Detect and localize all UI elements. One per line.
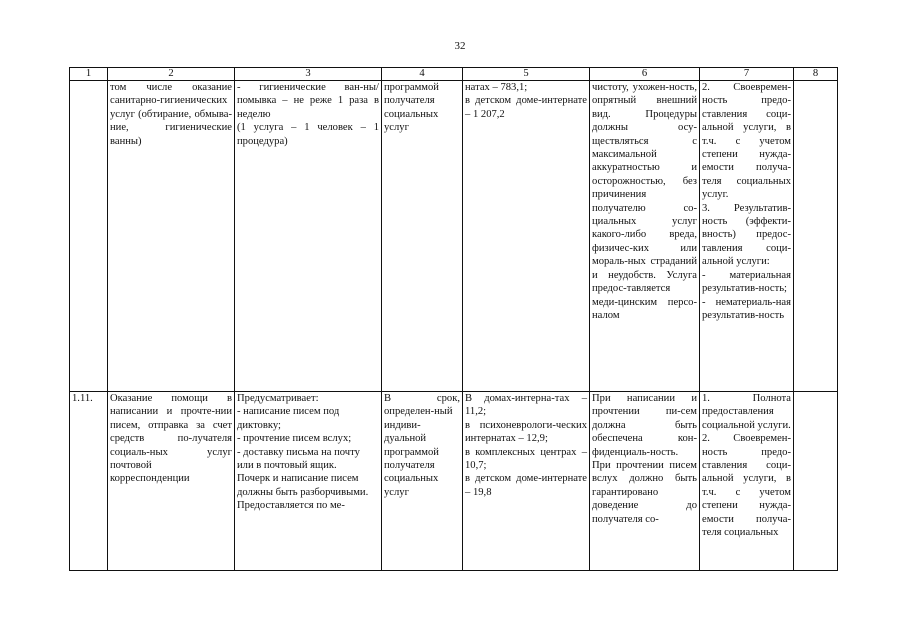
column-number: 3 [235,68,382,81]
service-conditions-cell: чистоту, ухожен-ность, опрятный внешний вид. Процедуры должны осу-ществляться с максимальной аккуратностью и осторожностью, без причинения получателю со-циальных услуг какого-либо вреда, физичес-ких или мораль-ных страданий и неудобств. Услуга предос-тавляется меди-цинским персо-налом [590,81,700,392]
service-name-cell: Оказание помощи в написании и прочте-нии писем, отправка за счет средств по-лучателя социаль-ных услуг почтовой корреспонденции [108,392,235,571]
service-description-cell: Предусматривает: - написание писем под диктовку; - прочтение писем вслух; - доставку письма на почту или в почтовый ящик. Почерк и написание писем должны быть разборчивыми. Предоставляется по ме- [235,392,382,571]
row-number-cell [70,81,108,392]
column-number: 8 [794,68,838,81]
page-number: 32 [454,40,466,52]
service-term-cell: В срок, определен-ный индиви-дуальной программой получателя социальных услуг [382,392,463,571]
service-term-cell: программой получателя социальных услуг [382,81,463,392]
service-quality-cell: 2. Своевремен-ность предо-ставления соци-альной услуги, в т.ч. с учетом степени нужда-емости получа-теля социальных услуг. 3. Результатив-ность (эффекти-вность) предос-тавления соци-альной услуги: - материальная результатив-ность; - нематериаль-ная результатив-ность [700,81,794,392]
column-number: 6 [590,68,700,81]
service-name-cell: том числе оказание санитарно-гигиенических услуг (обтирание, обмыва-ние, гигиенические ванны) [108,81,235,392]
service-tariff-cell: натах – 783,1; в детском доме-интернате – 1 207,2 [463,81,590,392]
service-description-cell: - гигиенические ван-ны/помывка – не реже 1 раза в неделю (1 услуга – 1 человек – 1 процедура) [235,81,382,392]
service-tariff-cell: В домах-интерна-тах – 11,2; в психоневрологи-ческих интернатах – 12,9; в комплексных центрах – 10,7; в детском доме-интернате – 19,8 [463,392,590,571]
service-notes-cell [794,81,838,392]
column-number: 1 [70,68,108,81]
service-notes-cell [794,392,838,571]
column-number: 4 [382,68,463,81]
services-table [69,67,838,571]
service-quality-cell: 1. Полнота предоставления социальной услуги. 2. Своевремен-ность предо-ставления соци-альной услуги, в т.ч. с учетом степени нужда-емости получа-теля социальных [700,392,794,571]
table-row [70,392,838,571]
column-number: 7 [700,68,794,81]
service-conditions-cell: При написании и прочтении пи-сем должна быть обеспечена кон-фиденциаль-ность. При прочтении писем вслух должно быть гарантировано доведение до получателя со- [590,392,700,571]
column-number: 5 [463,68,590,81]
column-number-row [70,68,838,81]
table-row [70,81,838,392]
column-number: 2 [108,68,235,81]
row-number-cell: 1.11. [70,392,108,571]
